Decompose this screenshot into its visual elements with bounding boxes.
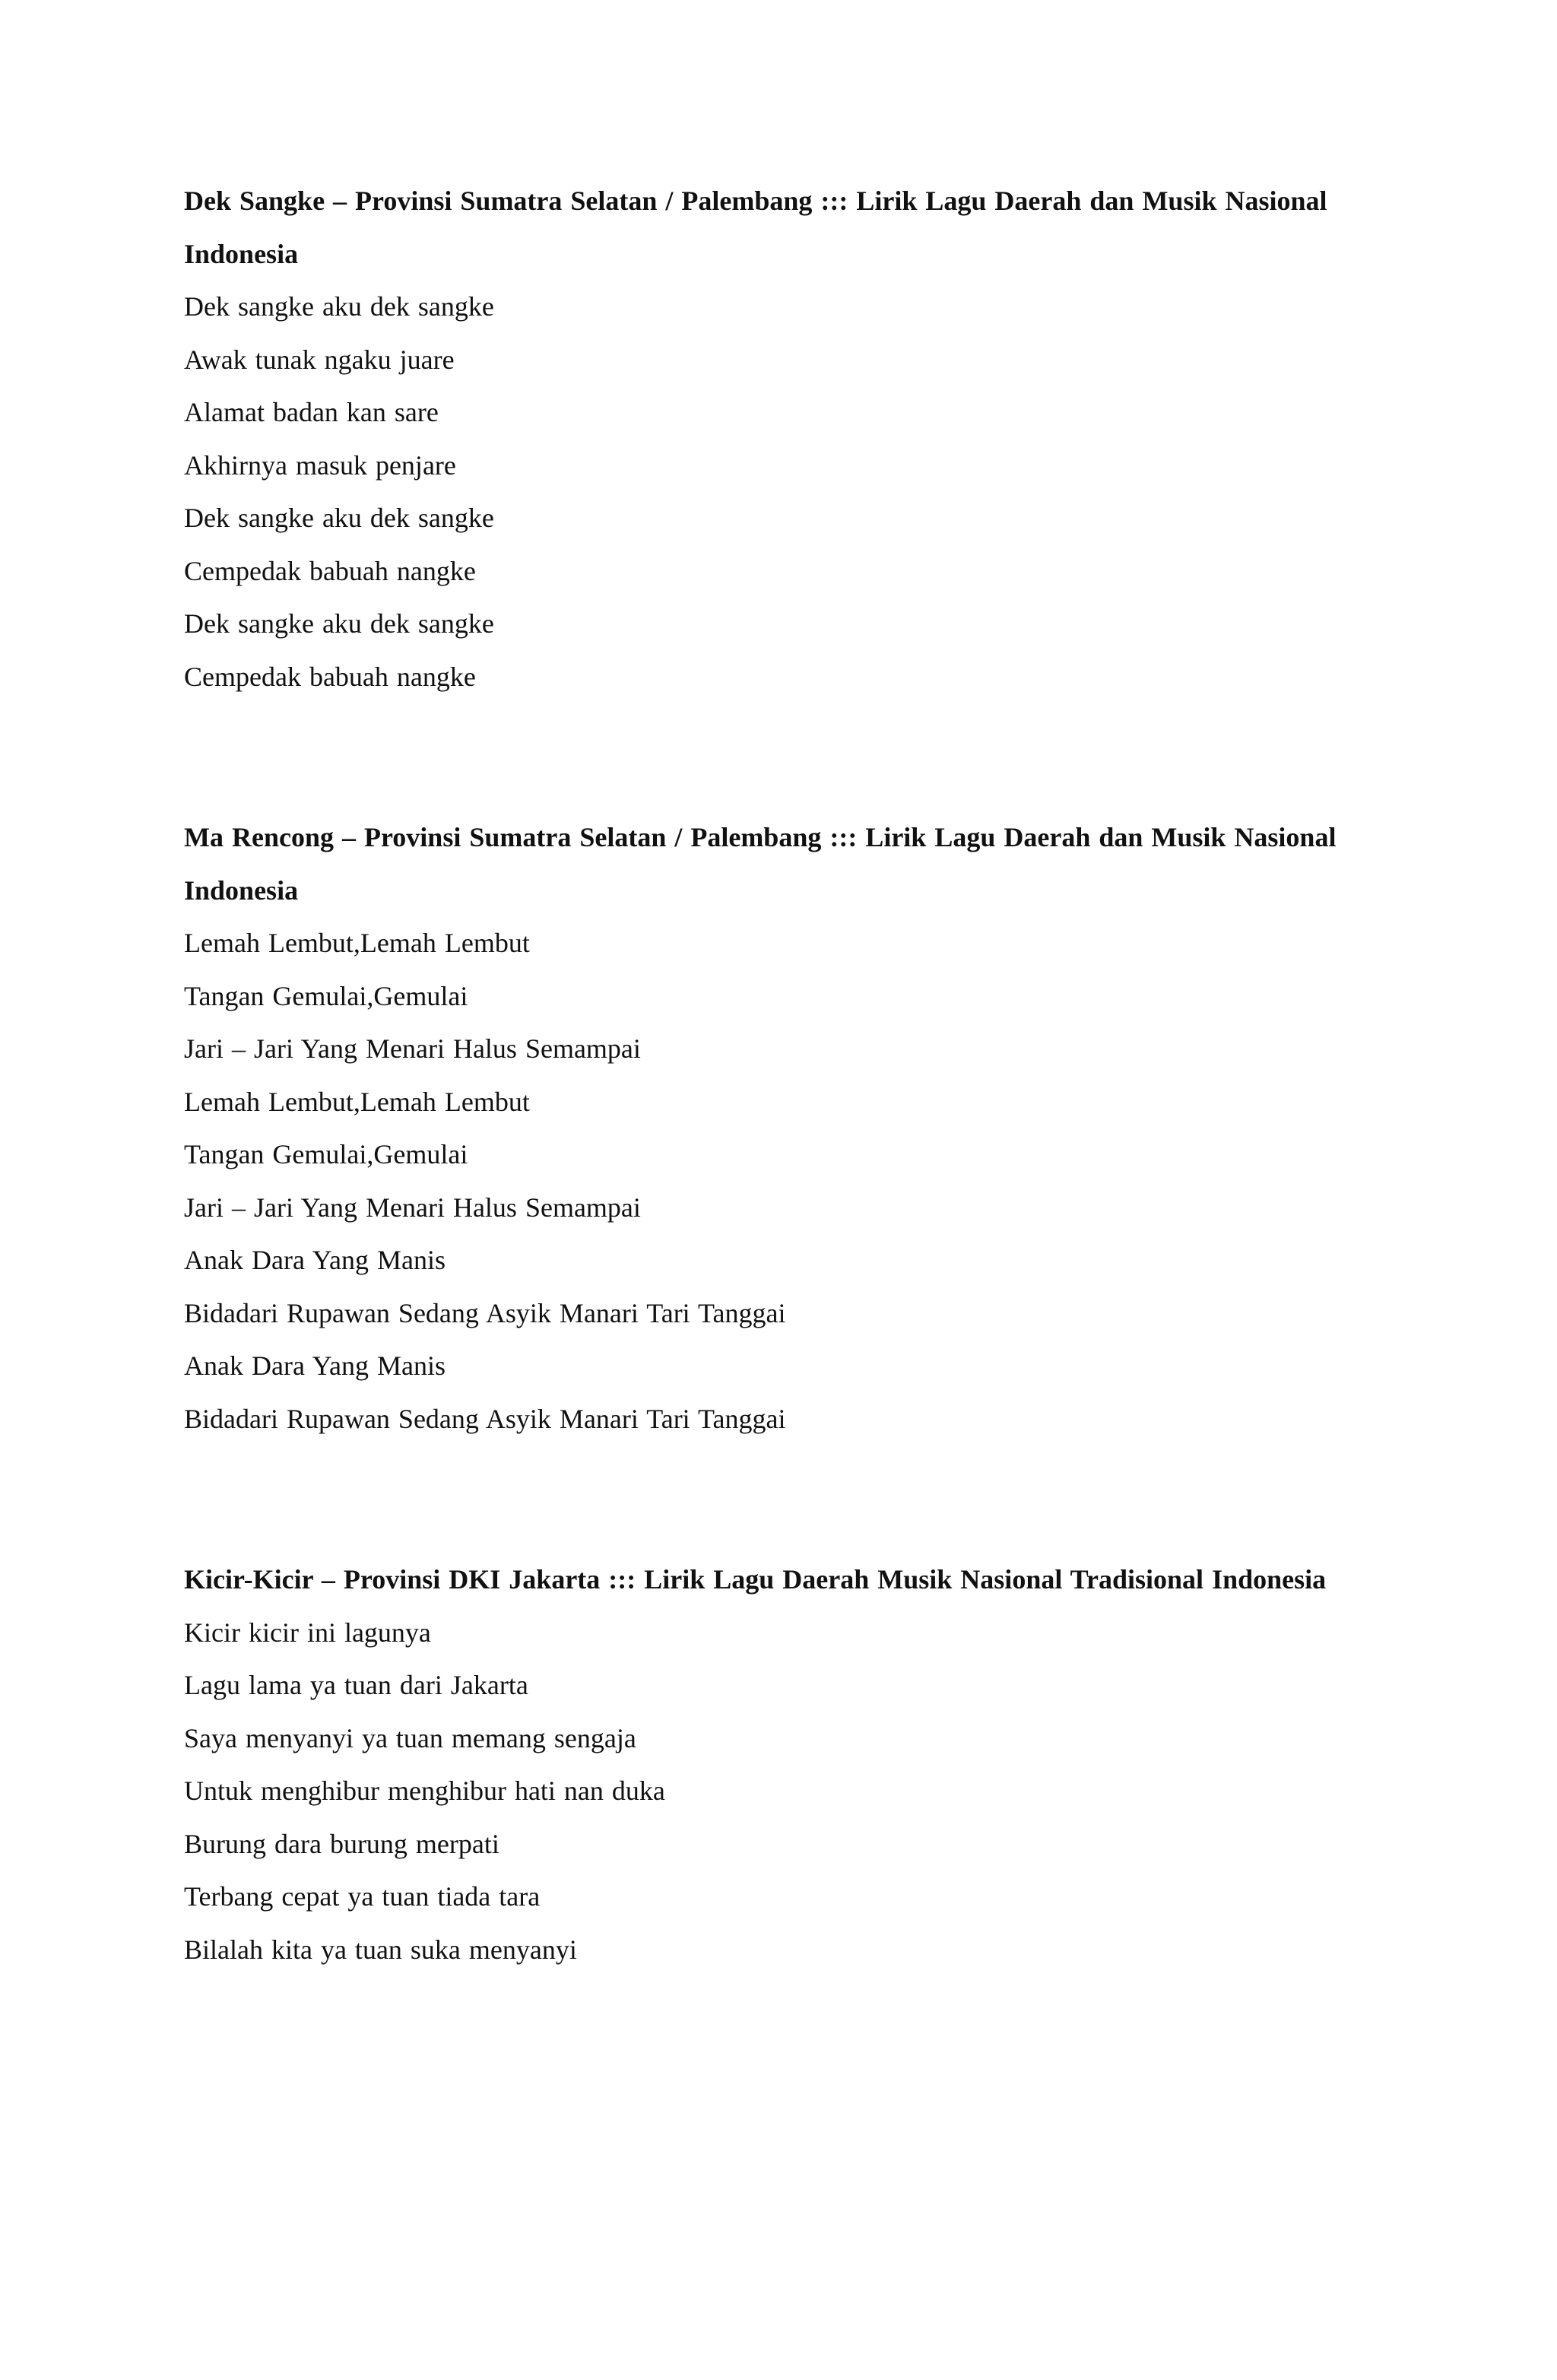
lyric-line: Burung dara burung merpati [184, 1828, 499, 1859]
lyric-line: Saya menyanyi ya tuan memang sengaja [184, 1722, 636, 1753]
lyric-line: Lagu lama ya tuan dari Jakarta [184, 1670, 528, 1700]
lyric-line: Kicir kicir ini lagunya [184, 1617, 431, 1648]
lyric-line: Akhirnya masuk penjare [184, 449, 456, 481]
lyric-line: Lemah Lembut,Lemah Lembut [184, 928, 530, 958]
lyric-line: Bilalah kita ya tuan suka menyanyi [184, 1934, 577, 1965]
song-title: Ma Rencong – Provinsi Sumatra Selatan / Palembang ::: Lirik Lagu Daerah dan Musik Nasional Indonesia [184, 822, 1337, 906]
song-title: Kicir-Kicir – Provinsi DKI Jakarta ::: Lirik Lagu Daerah Musik Nasional Tradisional Indonesia [184, 1564, 1327, 1595]
lyric-line: Jari – Jari Yang Menari Halus Semampai [184, 1192, 641, 1223]
lyric-line: Anak Dara Yang Manis [184, 1350, 446, 1381]
song-ma-rencong [184, 811, 1370, 1445]
lyric-line: Cempedak babuah nangke [184, 661, 476, 692]
lyric-line: Tangan Gemulai,Gemulai [184, 1139, 468, 1169]
lyrics-list [184, 917, 1370, 1445]
lyric-line: Dek sangke aku dek sangke [184, 608, 494, 639]
lyric-line: Dek sangke aku dek sangke [184, 503, 494, 533]
lyric-line: Tangan Gemulai,Gemulai [184, 980, 468, 1011]
lyric-line: Jari – Jari Yang Menari Halus Semampai [184, 1033, 641, 1064]
lyric-line: Awak tunak ngaku juare [184, 344, 455, 375]
lyric-line: Cempedak babuah nangke [184, 555, 476, 586]
lyrics-list [184, 281, 1370, 703]
song-kicir-kicir [184, 1553, 1370, 1976]
song-dek-sangke [184, 175, 1370, 703]
lyric-line: Terbang cepat ya tuan tiada tara [184, 1881, 541, 1912]
lyric-line: Lemah Lembut,Lemah Lembut [184, 1086, 530, 1117]
song-title: Dek Sangke – Provinsi Sumatra Selatan / Palembang ::: Lirik Lagu Daerah dan Musik Nasional Indonesia [184, 186, 1327, 269]
document-content [184, 175, 1370, 2084]
lyric-line: Untuk menghibur menghibur hati nan duka [184, 1775, 665, 1806]
lyric-line: Dek sangke aku dek sangke [184, 291, 494, 322]
lyrics-list [184, 1607, 1370, 1977]
lyric-line: Anak Dara Yang Manis [184, 1245, 446, 1275]
lyric-line: Alamat badan kan sare [184, 397, 439, 427]
lyric-line: Bidadari Rupawan Sedang Asyik Manari Tari Tanggai [184, 1297, 786, 1328]
lyric-line: Bidadari Rupawan Sedang Asyik Manari Tari Tanggai [184, 1403, 786, 1434]
